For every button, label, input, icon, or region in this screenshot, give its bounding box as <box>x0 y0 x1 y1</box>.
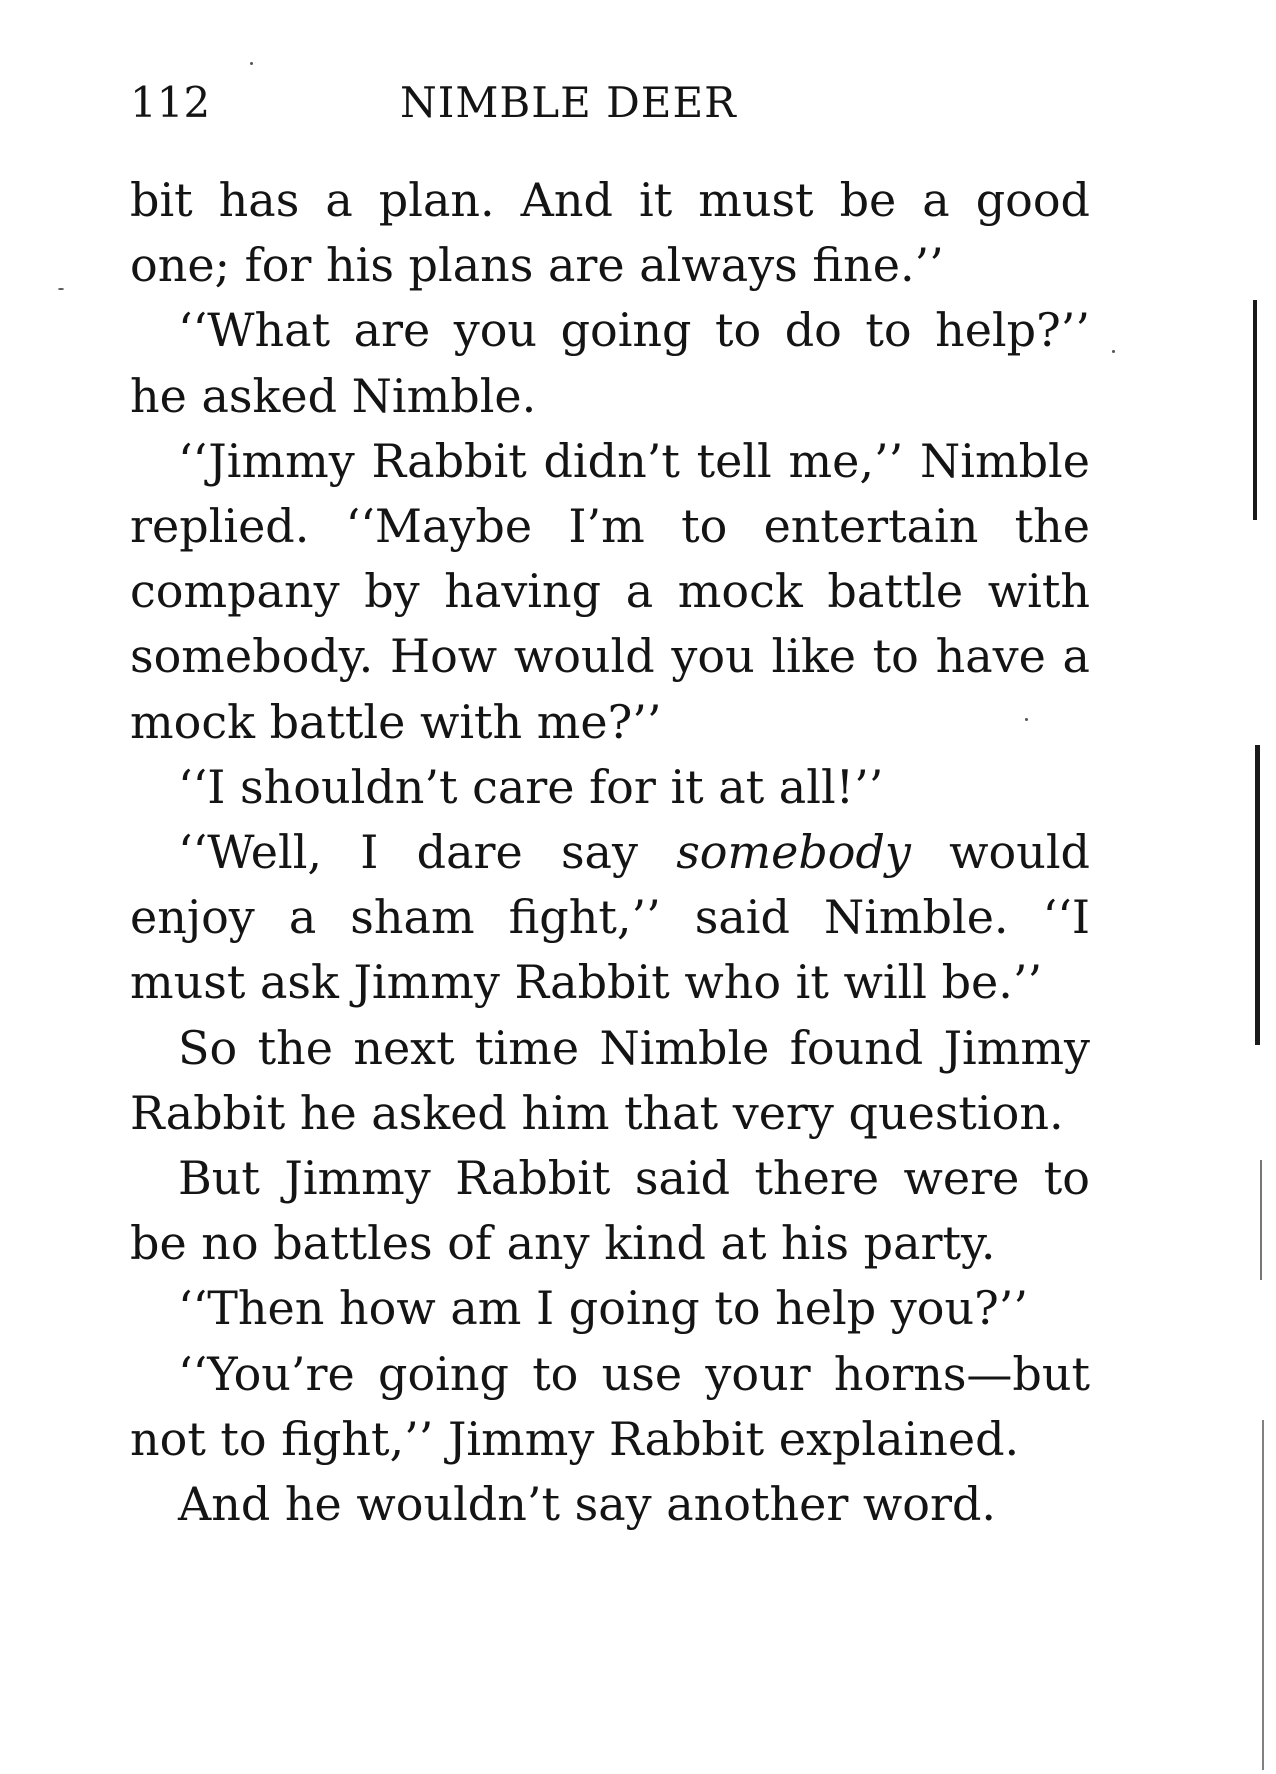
scan-artifact <box>58 288 64 290</box>
running-title: NIMBLE DEER <box>400 78 737 127</box>
scan-artifact <box>1112 350 1115 353</box>
page-number: 112 <box>130 78 211 127</box>
scan-artifact <box>1262 1420 1264 1770</box>
scan-artifact <box>1253 300 1257 520</box>
page-header <box>130 78 1090 134</box>
scan-artifact <box>250 62 253 65</box>
scan-artifact <box>1255 745 1260 1045</box>
paragraph: bit has a plan. And it must be a good one; for his plans are always fine.’’ <box>130 173 1090 293</box>
paragraph: ‘‘Then how am I going to help you?’’ <box>178 1281 1028 1336</box>
emphasized-word: somebody <box>676 825 911 880</box>
body-text <box>130 168 1090 1537</box>
paragraph: But Jimmy Rabbit said there were to be no battles of any kind at his party. <box>130 1151 1090 1271</box>
scan-artifact <box>1025 718 1028 721</box>
paragraph-text: ‘‘Well, I dare say <box>178 825 677 880</box>
paragraph: So the next time Nimble found Jimmy Rabbit he asked him that very question. <box>130 1020 1090 1140</box>
paragraph: ‘‘You’re going to use your horns—but not to fight,’’ Jimmy Rabbit explained. <box>130 1346 1090 1466</box>
paragraph: And he wouldn’t say another word. <box>178 1477 997 1532</box>
paragraph <box>130 820 1090 1016</box>
paragraph: ‘‘Jimmy Rabbit didn’t tell me,’’ Nimble replied. ‘‘Maybe I’m to entertain the company by having a mock battle with somebody. How would you like to have a mock battle with me?’’ <box>130 433 1090 749</box>
paragraph: ‘‘I shouldn’t care for it at all!’’ <box>178 759 884 814</box>
scan-artifact <box>1260 1160 1262 1280</box>
paragraph-text: would enjoy a sham fight,’’ said Nimble. ‘‘I must ask Jimmy Rabbit who it will be.’’ <box>130 825 1090 1010</box>
paragraph: ‘‘What are you going to do to help?’’ he asked Nimble. <box>130 303 1090 423</box>
